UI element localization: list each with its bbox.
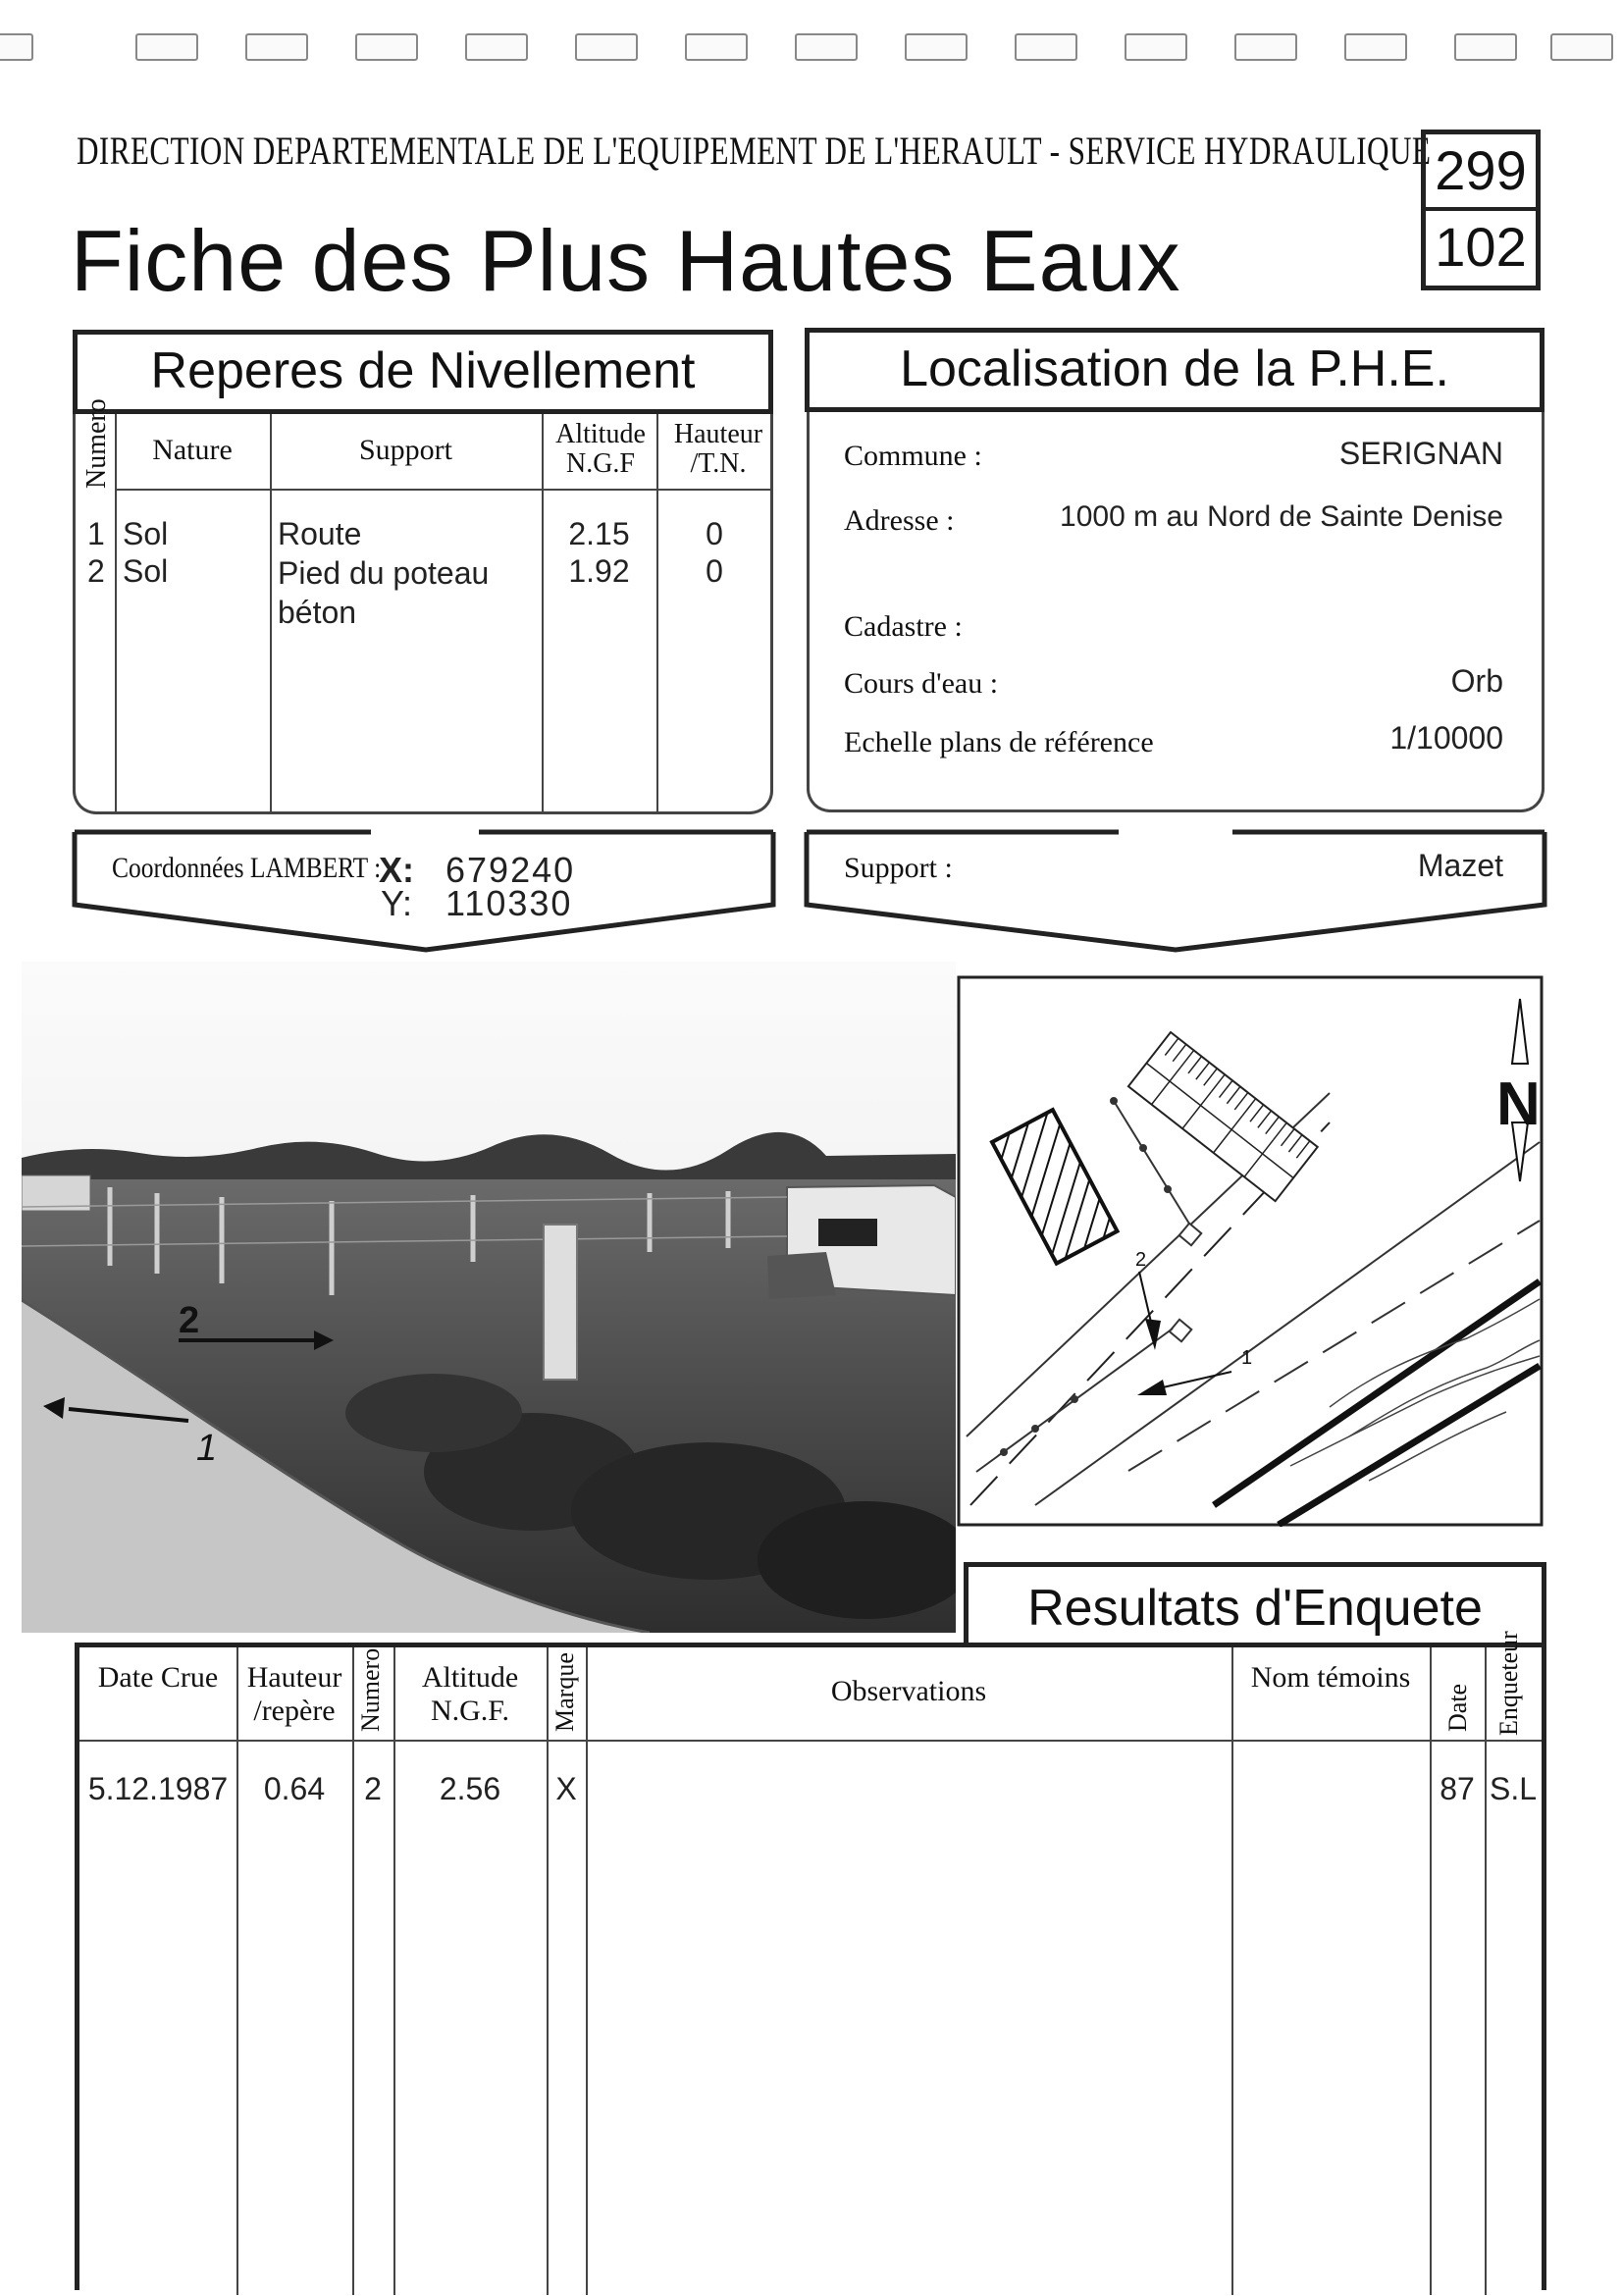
resultats-table <box>75 1631 1546 2290</box>
binder-hole <box>245 33 308 61</box>
resultats-title <box>964 1562 1546 1643</box>
page-title: Fiche des Plus Hautes Eaux <box>71 212 1181 309</box>
x-label: X: <box>379 850 414 890</box>
table-cell: 1 <box>87 516 105 551</box>
commune-label: Commune : <box>844 440 982 472</box>
binder-hole <box>0 33 33 61</box>
col-nature-header: Nature <box>152 434 233 466</box>
table-cell: Route <box>278 516 362 551</box>
site-photo <box>22 962 956 1633</box>
adresse-label: Adresse : <box>844 504 955 537</box>
col-date-crue-header: Date Crue <box>97 1661 219 1694</box>
binder-hole <box>135 33 198 61</box>
coords-label: Coordonnées LAMBERT : <box>112 852 382 884</box>
binder-hole <box>905 33 968 61</box>
commune-value: SERIGNAN <box>1338 436 1503 471</box>
table-cell: 2.15 <box>568 516 630 551</box>
reperes-table <box>73 398 773 814</box>
binder-hole <box>795 33 858 61</box>
col-hauteur-header: Hauteur /T.N. <box>673 419 763 479</box>
support-label: Support : <box>844 852 953 884</box>
photo-marker-1: 1 <box>196 1428 218 1469</box>
binder-hole <box>465 33 528 61</box>
binder-hole <box>1015 33 1077 61</box>
plan-marker-2: 2 <box>1135 1249 1147 1271</box>
table-cell: 87 <box>1440 1771 1475 1806</box>
resultats-title-text: Resultats d'Enquete <box>1027 1580 1483 1637</box>
table-cell: 1.92 <box>568 553 630 589</box>
binder-hole <box>355 33 418 61</box>
x-value: 679240 <box>445 850 576 890</box>
y-label: Y: <box>381 883 413 923</box>
echelle-value: 1/10000 <box>1389 720 1503 756</box>
table-cell: Sol <box>123 516 169 551</box>
cours-eau-label: Cours d'eau : <box>844 667 999 700</box>
support-value: Mazet <box>1417 848 1503 883</box>
binder-hole <box>1125 33 1187 61</box>
col-hauteur-header: Hauteur /repère <box>246 1661 342 1727</box>
sheet-id-bottom: 102 <box>1435 216 1527 278</box>
col-nom-temoins-header: Nom témoins <box>1250 1661 1411 1694</box>
table-cell: X <box>555 1771 577 1806</box>
reperes-title <box>73 330 773 414</box>
table-cell: Pied du poteau béton <box>278 555 490 630</box>
y-value: 110330 <box>445 883 573 923</box>
table-cell: 0 <box>706 553 723 589</box>
table-cell: 0 <box>706 516 723 551</box>
table-cell: 2 <box>87 553 105 589</box>
binder-hole <box>575 33 638 61</box>
binder-hole <box>1550 33 1613 61</box>
localisation-title-text: Localisation de la P.H.E. <box>900 340 1449 397</box>
plan-marker-1: 1 <box>1241 1347 1253 1369</box>
col-observations-header: Observations <box>830 1675 987 1707</box>
binder-hole <box>1454 33 1517 61</box>
organization-header: DIRECTION DEPARTEMENTALE DE L'EQUIPEMENT DE L'HERAULT - SERVICE HYDRAULIQUE <box>77 129 1432 173</box>
table-cell: 0.64 <box>263 1771 326 1806</box>
col-numero-header: Numero <box>81 398 112 489</box>
north-label: N <box>1496 1070 1541 1138</box>
location-plan <box>957 975 1544 1527</box>
col-altitude-header: Altitude N.G.F <box>555 419 646 479</box>
table-cell: 2 <box>364 1771 382 1806</box>
adresse-value: 1000 m au Nord de Sainte Denise <box>1060 500 1503 533</box>
col-enqueteur-header: Enqueteur <box>1494 1631 1523 1736</box>
cours-eau-value: Orb <box>1450 663 1503 699</box>
col-date-header: Date <box>1443 1683 1472 1732</box>
table-cell: S.L <box>1489 1771 1538 1806</box>
table-cell: 2.56 <box>439 1771 501 1806</box>
table-cell: Sol <box>123 553 169 589</box>
binder-hole <box>685 33 748 61</box>
photo-marker-2: 2 <box>179 1300 200 1341</box>
table-cell: 5.12.1987 <box>87 1771 229 1806</box>
binder-hole <box>1234 33 1297 61</box>
col-marque-header: Marque <box>550 1652 579 1732</box>
col-altitude-header: Altitude N.G.F. <box>421 1661 519 1727</box>
sheet-id-box <box>1421 130 1541 290</box>
binder-holes <box>0 33 1623 63</box>
cadastre-label: Cadastre : <box>844 610 963 643</box>
col-support-header: Support <box>358 434 452 466</box>
binder-hole <box>1344 33 1407 61</box>
echelle-label: Echelle plans de référence <box>844 726 1154 758</box>
col-numero-header: Numero <box>356 1647 385 1732</box>
reperes-title-text: Reperes de Nivellement <box>150 342 696 399</box>
sheet-id-top: 299 <box>1435 139 1527 201</box>
localisation-title <box>805 328 1544 412</box>
